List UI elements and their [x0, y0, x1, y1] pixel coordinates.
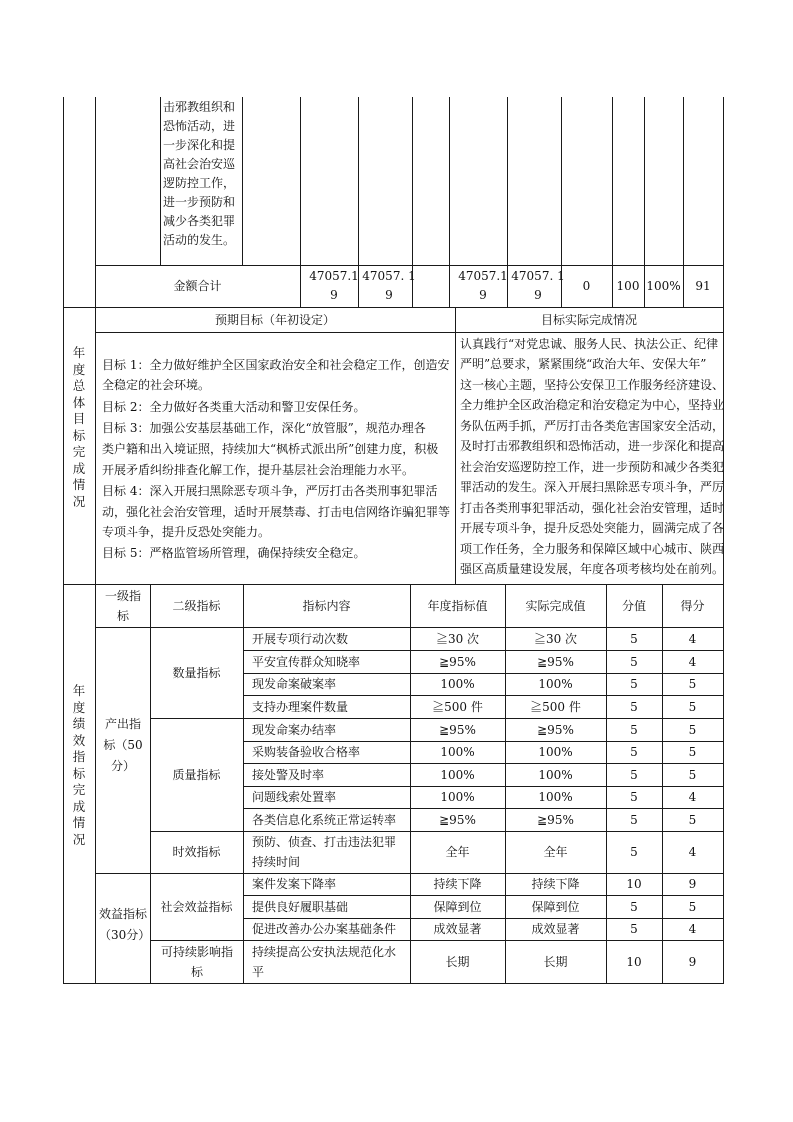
row-content: 平安宣传群众知晓率 — [252, 654, 361, 669]
planned-line: 目标 3：加强公安基层基础工作，深化“放管服”，规范办理各 — [102, 421, 426, 435]
actual-line: 罪活动的发生。深入开展扫黑除恶专项斗争，严厉 — [460, 480, 725, 494]
actual-line: 打击各类刑事犯罪活动，强化社会治安管理，适时 — [460, 501, 725, 515]
row-actual: 100% — [538, 790, 573, 804]
row-content: 促进改善办公办案基础条件 — [252, 922, 397, 936]
row-score: 5 — [630, 767, 638, 782]
row-content: 接处警及时率 — [252, 767, 325, 782]
description-line: 逻防控工作， — [163, 176, 236, 190]
row-score: 5 — [630, 677, 638, 691]
row-got: 5 — [688, 745, 697, 759]
planned-line: 目标 2：全力做好各类重大活动和警卫安保任务。 — [102, 400, 366, 414]
total-value: 0 — [582, 279, 591, 293]
header-content: 指标内容 — [302, 598, 351, 613]
goals-side-label: 年度总体目标完成情况 — [72, 345, 86, 509]
actual-line: 社会治安巡逻防控工作，进一步预防和减少各类犯 — [460, 460, 725, 474]
row-score: 5 — [630, 654, 638, 669]
row-got: 4 — [688, 922, 697, 936]
planned-line: 开展矛盾纠纷排查化解工作，提升基层社会治理能力水平。 — [102, 463, 415, 477]
row-score: 5 — [630, 790, 638, 804]
timeliness-indicator-label: 时效指标 — [172, 845, 221, 859]
row-content: 各类信息化系统正常运转率 — [252, 812, 397, 827]
description-line: 减少各类犯罪 — [163, 214, 236, 228]
sustainable-impact-label: 可持续影响指标 — [160, 944, 233, 979]
quality-indicator-label: 质量指标 — [172, 767, 221, 782]
planned-line: 目标 4：深入开展扫黑除恶专项斗争，严厉打击各类刑事犯罪活 — [102, 484, 438, 498]
actual-line: 项工作任务，全力服务和保障区域中心城市、陕西 — [460, 542, 725, 556]
row-target: ≧95% — [439, 812, 476, 827]
row-got: 5 — [688, 722, 697, 737]
header-target: 年度指标值 — [427, 598, 488, 613]
row-score: 5 — [630, 812, 638, 827]
description-line: 击邪教组织和 — [163, 100, 236, 114]
description-line: 活动的发生。 — [163, 233, 236, 247]
planned-line: 动，强化社会治安管理，适时开展禁毒、打击电信网络诈骗犯罪等 — [102, 505, 451, 519]
planned-line: 专项斗争，提升反恐处突能力。 — [102, 525, 271, 539]
actual-line: 认真践行“对党忠诚、服务人民、执法公正、纪律 — [460, 337, 719, 351]
row-content: 现发命案办结率 — [252, 722, 337, 737]
row-target: 100% — [440, 790, 475, 804]
row-score: 5 — [630, 631, 638, 646]
row-content: 采购装备验收合格率 — [252, 745, 361, 759]
row-actual: ≧30 次 — [533, 631, 578, 646]
row-got: 9 — [688, 877, 697, 891]
row-score: 5 — [630, 845, 638, 859]
row-target: 成效显著 — [433, 922, 482, 936]
row-actual: 100% — [538, 677, 573, 691]
actual-line: 这一核心主题，坚持公安保卫工作服务经济建设、 — [460, 378, 725, 392]
row-content: 提供良好履职基础 — [252, 899, 349, 914]
social-benefit-label: 社会效益指标 — [160, 899, 233, 914]
row-got: 5 — [688, 677, 697, 691]
row-actual: 成效显著 — [531, 922, 580, 936]
actual-line: 开展专项斗争，提升反恐处突能力，圆满完成了各 — [460, 521, 725, 535]
description-line: 一步深化和提 — [163, 138, 236, 152]
row-content: 预防、侦查、打击违法犯罪持续时间 — [252, 835, 397, 869]
row-got: 5 — [688, 699, 697, 714]
benefit-indicator-label: 效益指标（30分） — [99, 907, 151, 942]
row-score: 5 — [630, 722, 638, 737]
row-actual: 全年 — [543, 845, 568, 859]
actual-line: 强区高质量建设发展，年度各项考核均处在前列。 — [460, 562, 725, 576]
header-level1: 一级指标 — [105, 588, 142, 623]
row-actual: ≧95% — [537, 812, 574, 827]
row-got: 5 — [688, 899, 697, 914]
total-value — [412, 265, 449, 307]
row-target: 保障到位 — [433, 899, 482, 914]
row-target: ≧95% — [439, 722, 476, 737]
row-got: 4 — [688, 845, 697, 859]
row-actual: 持续下降 — [531, 877, 580, 891]
row-target: ≧500 件 — [432, 699, 483, 714]
planned-line: 目标 1：全力做好维护全区国家政治安全和社会稳定工作，创造安 — [102, 358, 450, 372]
row-actual: 长期 — [543, 954, 568, 969]
actual-line: 务队伍两手抓，严厉打击各类危害国家安全活动， — [460, 419, 725, 433]
description-line: 进一步预防和 — [163, 195, 236, 209]
row-score: 10 — [626, 954, 642, 969]
row-got: 4 — [688, 790, 697, 804]
row-actual: 保障到位 — [531, 899, 580, 914]
planned-line: 目标 5：严格监管场所管理，确保持续安全稳定。 — [102, 546, 366, 560]
row-score: 5 — [630, 699, 638, 714]
actual-line: 严明”总要求，紧紧围绕“政治大年、安保大年” — [460, 357, 707, 371]
row-target: 100% — [440, 745, 475, 759]
header-actual: 实际完成值 — [525, 598, 586, 613]
row-actual: 100% — [538, 745, 573, 759]
total-value: 47057.1 9 — [309, 269, 359, 302]
header-got: 得分 — [680, 598, 705, 613]
row-got: 9 — [688, 954, 697, 969]
row-actual: ≧95% — [537, 654, 574, 669]
row-got: 5 — [688, 767, 697, 782]
actual-line: 及时打击邪教组织和恐怖活动，进一步深化和提高 — [460, 439, 725, 453]
quantity-indicator-label: 数量指标 — [172, 665, 221, 680]
output-indicator-label: 产出指标（50分） — [103, 716, 143, 773]
row-score: 5 — [630, 899, 638, 914]
row-target: ≧30 次 — [435, 631, 480, 646]
row-score: 5 — [630, 745, 638, 759]
description-line: 恐怖活动，进 — [163, 119, 236, 133]
row-got: 4 — [688, 654, 697, 669]
row-content: 开展专项行动次数 — [252, 631, 349, 646]
row-target: 长期 — [445, 954, 470, 969]
header-level2: 二级指标 — [172, 598, 221, 613]
row-score: 5 — [630, 922, 638, 936]
planned-header: 预期目标（年初设定） — [214, 313, 335, 327]
row-content: 持续提高公安执法规范化水平 — [252, 944, 397, 979]
total-value: 47057. 19 — [362, 269, 416, 302]
row-got: 5 — [688, 812, 697, 827]
row-actual: ≧500 件 — [530, 699, 581, 714]
description-line: 高社会治安巡 — [163, 157, 236, 171]
actual-line: 全力维护全区政治稳定和治安稳定为中心，坚持业 — [460, 398, 725, 412]
row-target: ≧95% — [439, 654, 476, 669]
total-value: 100 — [616, 279, 640, 293]
total-value: 100% — [646, 279, 681, 293]
row-content: 现发命案破案率 — [252, 677, 337, 691]
total-value: 91 — [695, 279, 711, 293]
row-actual: 100% — [538, 767, 573, 782]
row-actual: ≧95% — [537, 722, 574, 737]
total-value: 47057.1 9 — [458, 269, 508, 302]
total-label: 金额合计 — [173, 279, 222, 293]
planned-line: 全稳定的社会环境。 — [102, 378, 211, 392]
row-target: 全年 — [445, 845, 470, 859]
row-content: 问题线索处置率 — [252, 790, 337, 804]
planned-line: 类户籍和出入境证照，持续加大“枫桥式派出所”创建力度，积极 — [102, 442, 439, 456]
row-content: 案件发案下降率 — [252, 877, 337, 891]
row-target: 100% — [440, 677, 475, 691]
row-content: 支持办理案件数量 — [252, 699, 349, 714]
row-score: 10 — [626, 877, 642, 891]
header-score: 分值 — [621, 598, 646, 613]
perf-side-label: 年度绩效指标完成情况 — [72, 683, 86, 847]
actual-header: 目标实际完成情况 — [540, 313, 637, 327]
total-value: 47057. 19 — [511, 269, 565, 302]
row-target: 100% — [440, 767, 475, 782]
row-got: 4 — [688, 631, 697, 646]
row-target: 持续下降 — [433, 877, 482, 891]
